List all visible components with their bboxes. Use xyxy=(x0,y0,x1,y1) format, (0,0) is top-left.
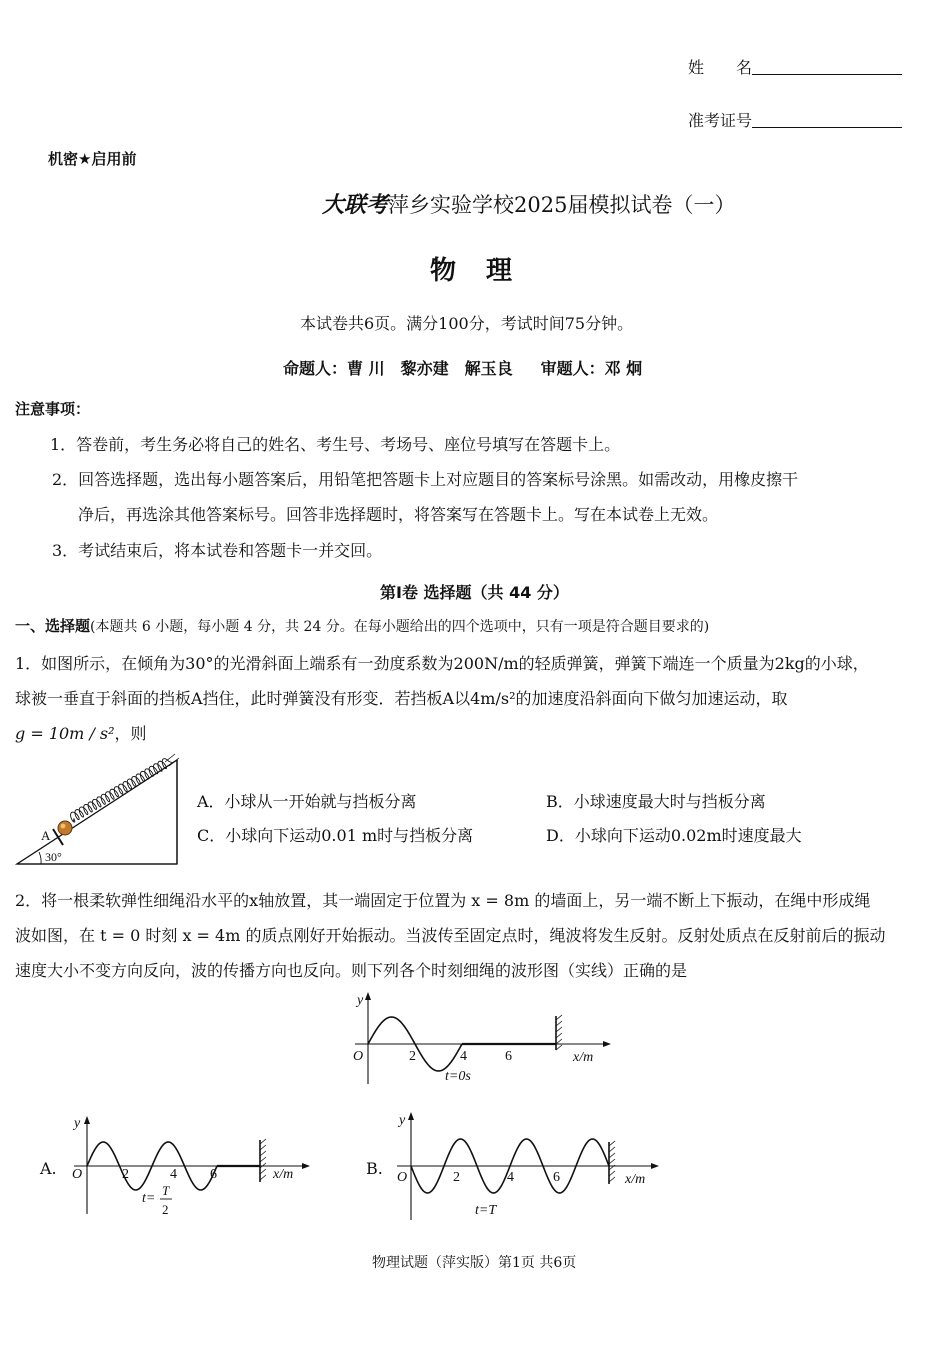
q2-line-1: 2．将一根柔软弹性细绳沿水平的x轴放置，其一端固定于位置为 x = 8m 的墙面上，另一端不断上下振动，在绳中形成绳 xyxy=(15,891,871,910)
time-denominator: 2 xyxy=(162,1202,169,1217)
angle-label: 30° xyxy=(45,850,62,864)
q1-option-a: A．小球从一开始就与挡板分离 xyxy=(197,792,417,811)
tick-6: 6 xyxy=(210,1167,217,1182)
tick-4: 4 xyxy=(507,1170,514,1185)
gravity-formula: g = 10m / s² xyxy=(15,724,115,743)
wave-figure-option-b xyxy=(385,1106,665,1224)
wave-figure-t0 xyxy=(345,988,615,1090)
origin-label: O xyxy=(397,1170,408,1185)
q1-option-c: C．小球向下运动0.01 m时与挡板分离 xyxy=(197,826,474,845)
authors-names: 曹 川 黎亦建 解玉良 xyxy=(347,359,513,378)
q2-line-2: 波如图，在 t = 0 时刻 x = 4m 的质点刚好开始振动。当波传至固定点时，绳波将发生反射。反射处质点在反射前后的振动 xyxy=(15,926,886,945)
plate-a-label: A xyxy=(41,828,51,843)
angle-arc xyxy=(39,852,41,864)
tick-4: 4 xyxy=(170,1167,177,1182)
authors-line xyxy=(283,356,642,379)
wave-figure-option-a xyxy=(62,1110,312,1222)
y-label: y xyxy=(399,1113,406,1128)
time-label: t=T xyxy=(475,1203,497,1218)
part-title: 第Ⅰ卷 选择题（共 44 分） xyxy=(380,583,569,602)
tick-6: 6 xyxy=(505,1049,512,1064)
page-footer: 物理试题（萍实版）第1页 共6页 xyxy=(372,1255,577,1271)
tick-4: 4 xyxy=(460,1049,467,1064)
time-numerator: T xyxy=(162,1183,170,1198)
id-label: 准考证号 xyxy=(688,111,753,130)
q1-option-d: D．小球向下运动0.02m时速度最大 xyxy=(546,826,802,845)
notes-heading: 注意事项： xyxy=(15,400,91,418)
brand-name: 大联考 xyxy=(322,192,389,218)
wall-hatch xyxy=(556,1015,562,1050)
exam-title xyxy=(322,188,735,219)
tick-6: 6 xyxy=(553,1170,560,1185)
tick-2: 2 xyxy=(409,1049,416,1064)
q1-line-3-tail: ，则 xyxy=(114,724,147,743)
name-label: 姓 名 xyxy=(688,58,753,77)
reviewer-name: 邓 炯 xyxy=(604,359,643,378)
note-item-3: 3．考试结束后，将本试卷和答题卡一并交回。 xyxy=(52,541,383,560)
q1-line-1: 1．如图所示，在倾角为30°的光滑斜面上端系有一劲度系数为200N/m的轻质弹簧，弹簧下端连一个质量为2kg的小球， xyxy=(15,654,869,673)
q2-option-a-letter: A. xyxy=(40,1159,57,1178)
note-item-2a: 2．回答选择题，选出每小题答案后，用铅笔把答题卡上对应题目的答案标号涂黑。如需改动，用橡皮擦干 xyxy=(52,470,799,489)
authors-label: 命题人： xyxy=(283,359,348,378)
ball-highlight xyxy=(61,824,66,829)
note-item-2b: 净后，再选涂其他答案标号。回答非选择题时，将答案写在答题卡上。写在本试卷上无效。 xyxy=(78,505,719,524)
section-heading-line xyxy=(15,615,709,636)
section-desc: (本题共 6 小题，每小题 4 分，共 24 分。在每小题给出的四个选项中，只有一项是符合题目要求的) xyxy=(90,619,710,635)
origin-label: O xyxy=(72,1167,83,1182)
note-item-1: 1．答卷前，考生务必将自己的姓名、考生号、考场号、座位号填写在答题卡上。 xyxy=(50,435,621,454)
origin-label: O xyxy=(353,1049,364,1064)
subject-title: 物 理 xyxy=(430,256,515,286)
q2-line-3: 速度大小不变方向反向，波的传播方向也反向。则下列各个时刻细绳的波形图（实线）正确的是 xyxy=(15,961,688,980)
x-axis-label: x/m xyxy=(273,1167,294,1182)
id-field xyxy=(688,108,902,131)
ball xyxy=(58,821,72,835)
q1-line-3 xyxy=(15,721,147,744)
id-blank xyxy=(752,113,902,128)
section-heading: 一、选择题 xyxy=(15,617,91,635)
name-field xyxy=(688,55,902,78)
incline-figure xyxy=(15,752,185,870)
time-label-prefix: t= xyxy=(142,1191,156,1206)
secret-label: 机密★启用前 xyxy=(48,150,137,168)
spring xyxy=(71,759,173,823)
y-label: y xyxy=(74,1116,81,1131)
time-label: t=0s xyxy=(445,1069,471,1084)
reviewer-label: 审题人： xyxy=(540,359,605,378)
wall-hatch xyxy=(609,1141,615,1182)
name-blank xyxy=(752,60,902,75)
q1-line-2: 球被一垂直于斜面的挡板A挡住，此时弹簧没有形变．若挡板A以4m/s²的加速度沿斜面向下做匀加速运动，取 xyxy=(15,689,788,708)
tick-2: 2 xyxy=(122,1167,129,1182)
x-axis-label: x/m xyxy=(573,1050,594,1065)
wall-hatch xyxy=(260,1139,266,1180)
y-label: y xyxy=(357,993,364,1008)
x-axis-label: x/m xyxy=(625,1172,646,1187)
exam-name: 萍乡实验学校2025届模拟试卷（一） xyxy=(388,193,736,217)
q2-option-b-letter: B. xyxy=(366,1159,383,1178)
q1-option-b: B．小球速度最大时与挡板分离 xyxy=(546,792,766,811)
tick-2: 2 xyxy=(453,1170,460,1185)
exam-info: 本试卷共6页。满分100分，考试时间75分钟。 xyxy=(300,314,634,333)
